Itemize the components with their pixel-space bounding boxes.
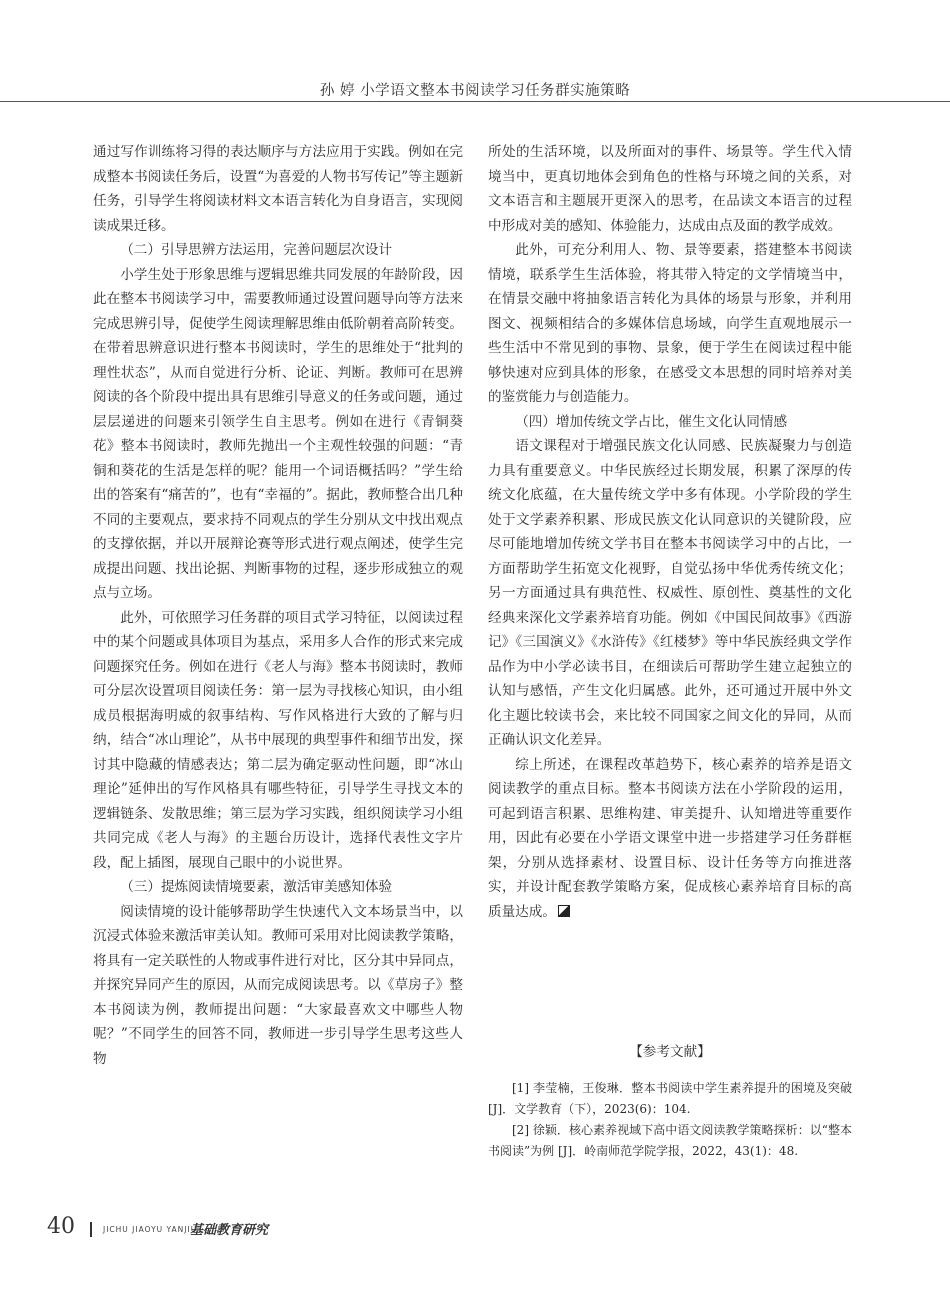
section-heading: （二）引导思辨方法运用，完善问题层次设计: [120, 242, 393, 258]
running-header-title: 孙 婷 小学语文整本书阅读学习任务群实施策略: [319, 83, 631, 99]
paragraph: 所处的生活环境，以及所面对的事件、场景等。学生代入情境当中，更真切地体会到角色的性格与环境之间的关系，对文本语言和主题展开更深入的思考，在品读文本语言的过程中形成对美的感知、体验能力，达成由点及面的教学成效。: [488, 144, 852, 234]
paragraph: 通过写作训练将习得的表达顺序与方法应用于实践。例如在完成整本书阅读任务后，设置“为喜爱的人物书写传记”等主题新任务，引导学生将阅读材料文本语言转化为自身语言，实现阅读成果迁移。: [93, 144, 463, 234]
section-heading: （三）提炼阅读情境要素，激活审美感知体验: [120, 879, 393, 895]
paragraph: 此外，可依照学习任务群的项目式学习特征，以阅读过程中的某个问题或具体项目为基点，采用多人合作的形式来完成问题探究任务。例如在进行《老人与海》整本书阅读时，教师可分层次设置项目阅读任务：第一层为寻找核心知识，由小组成员根据海明威的叙事结构、写作风格进行大致的了解与归纳，结合“冰山理论”，从书中展现的典型事件和细节出发，探讨其中隐藏的情感表达；第二层为确定驱动性问题，即“冰山理论”延伸出的写作风格具有哪些特征，引导学生寻找文本的逻辑链条、发散思维；第三层为学习实践，组织阅读学习小组共同完成《老人与海》的主题台历设计，选择代表性文字片段，配上插图，展现自己眼中的小说世界。: [93, 609, 463, 871]
footer-divider: [90, 1222, 92, 1237]
paragraph: 小学生处于形象思维与逻辑思维共同发展的年龄阶段，因此在整本书阅读学习中，需要教师通过设置问题导向等方法来完成思辨引导，促使学生阅读理解思维由低阶朝着高阶转变。在带着思辨意识进行整本书阅读时，学生的思维处于“批判的理性状态”，从而自觉进行分析、论证、判断。教师可在思辨阅读的各个阶段中提出具有思维引导意义的任务或问题，通过层层递进的问题来引领学生自主思考。例如在进行《青铜葵花》整本书阅读时，教师先抛出一个主观性较强的问题：“青铜和葵花的生活是怎样的呢？能用一个词语概括吗？”学生给出的答案有“痛苦的”，也有“幸福的”。据此，教师整合出几种不同的主要观点，要求持不同观点的学生分别从文中找出观点的支撑依据，并以开展辩论赛等形式进行观点阐述，使学生完成提出问题、找出论据、判断事物的过程，逐步形成独立的观点与立场。: [93, 266, 463, 601]
references-heading: 【参考文献】: [629, 1044, 711, 1060]
header-rule: [0, 101, 950, 102]
references-section: [488, 1040, 852, 1162]
page-number: 40: [47, 1214, 75, 1239]
paragraph: 语文课程对于增强民族文化认同感、民族凝聚力与创造力具有重要意义。中华民族经过长期发展，积累了深厚的传统文化底蕴，在大量传统文学中多有体现。小学阶段的学生处于文学素养积累、形成民族文化认同意识的关键阶段，应尽可能地增加传统文学书目在整本书阅读学习中的占比，一方面帮助学生拓宽文化视野，自觉弘扬中华优秀传统文化；另一方面通过具有典范性、权威性、原创性、奠基性的文化经典来深化文学素养培育功能。例如《中国民间故事》《西游记》《三国演义》《水浒传》《红楼梦》等中华民族经典文学作品作为中小学必读书目，在细读后可帮助学生建立起独立的认知与感悟，产生文化归属感。此外，还可通过开展中外文化主题比较读书会，来比较不同国家之间文化的异同，从而正确认识文化差异。: [488, 438, 852, 748]
end-of-article-icon: [558, 905, 570, 917]
section-heading: （四）增加传统文学占比，催生文化认同情感: [515, 413, 788, 430]
paragraph: 此外，可充分利用人、物、景等要素，搭建整本书阅读情境，联系学生生活体验，将其带入特定的文学情境当中，在情景交融中将抽象语言转化为具体的场景与形象，并利用图文、视频相结合的多媒体信息场域，向学生直观地展示一些生活中不常见到的事物、景象，便于学生在阅读过程中能够快速对应到具体的形象，在感受文本思想的同时培养对美的鉴赏能力与创造能力。: [488, 242, 852, 405]
journal-pinyin: JICHU JIAOYU YANJIU: [103, 1225, 198, 1234]
reference-item: [1] 李莹楠，王俊琳．整本书阅读中学生素养提升的困境及突破 [J]．文学教育（下），2023(6)：104.: [488, 1081, 852, 1116]
journal-logo: 基础教育研究: [190, 1223, 269, 1238]
conclusion-text: 综上所述，在课程改革趋势下，核心素养的培养是语文阅读教学的重点目标。整本书阅读方法在小学阶段的运用，可起到语言积累、思维构建、审美提升、认知增进等重要作用，因此有必要在小学语文课堂中进一步搭建学习任务群框架，分别从选择素材、设置目标、设计任务等方向推进落实，并设计配套教学策略方案，促成核心素养培育目标的高质量达成。: [488, 756, 852, 920]
right-column: [488, 140, 852, 924]
reference-item: [2] 徐颖．核心素养视域下高中语文阅读教学策略探析：以“整本书阅读”为例 [J]．岭南师范学院学报，2022，43(1)：48.: [488, 1123, 852, 1158]
paragraph-conclusion: [488, 753, 852, 925]
paragraph: 阅读情境的设计能够帮助学生快速代入文本场景当中，以沉浸式体验来激活审美认知。教师可采用对比阅读教学策略，将具有一定关联性的人物或事件进行对比，区分其中异同点，并探究异同产生的原因，从而完成阅读思考。以《草房子》整本书阅读为例，教师提出问题：“大家最喜欢文中哪些人物呢？”不同学生的回答不同，教师进一步引导学生思考这些人物: [93, 903, 463, 1067]
left-column: [93, 140, 463, 1071]
